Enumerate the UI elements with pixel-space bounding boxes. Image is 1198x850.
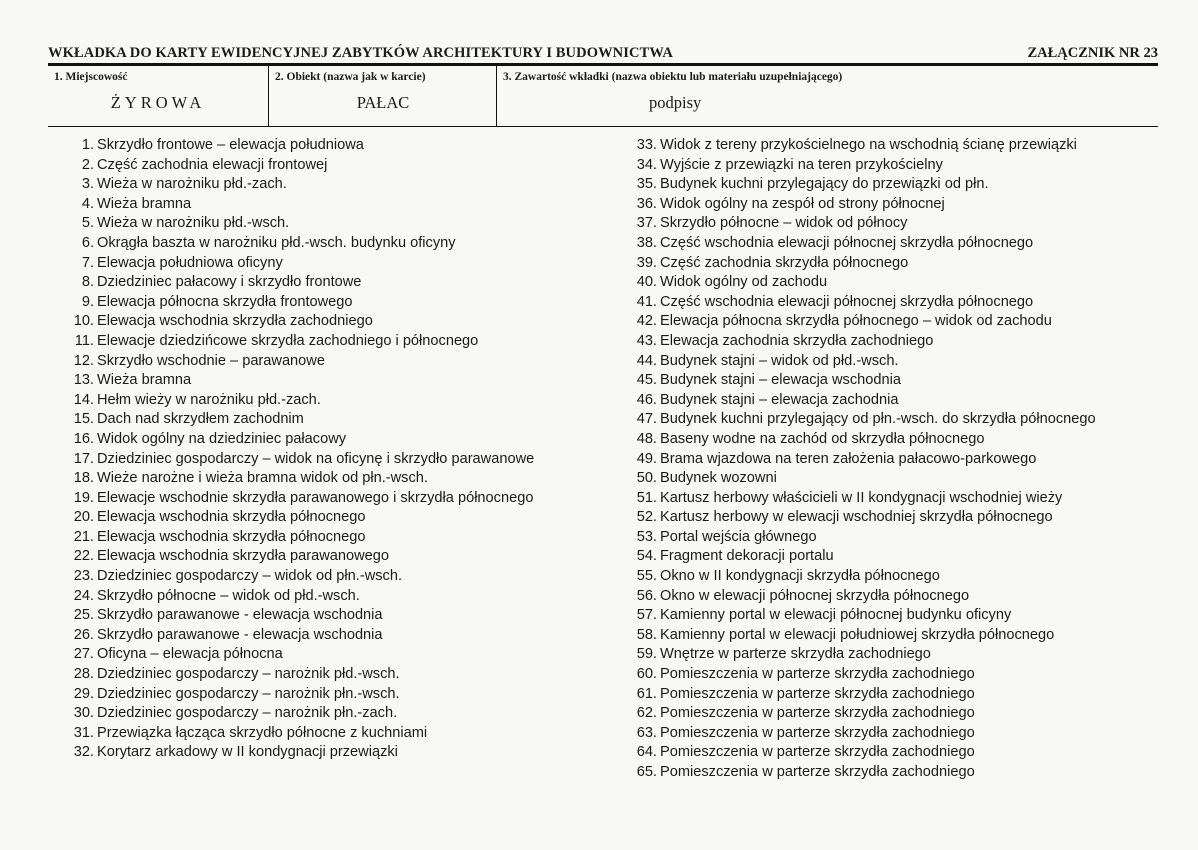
caption-number: 28.	[73, 666, 94, 683]
caption-number: 45.	[636, 372, 657, 389]
caption-text: Skrzydło parawanowe - elewacja wschodnia	[97, 626, 383, 643]
caption-number: 18.	[73, 470, 94, 487]
caption-text: Elewacja zachodnia skrzydła zachodniego	[660, 332, 934, 349]
annex-number: ZAŁĄCZNIK NR 23	[1027, 45, 1158, 61]
caption-text: Skrzydło wschodnie – parawanowe	[97, 352, 325, 369]
caption-number: 35.	[636, 176, 657, 193]
caption-number: 33.	[636, 137, 657, 153]
caption-text: Elewacja wschodnia skrzydła parawanowego	[97, 548, 390, 565]
caption-item	[631, 508, 1149, 528]
caption-text: Widok ogólny na zespół od strony północnej	[660, 195, 945, 212]
caption-number: 1.	[81, 137, 94, 153]
caption-item	[631, 743, 1149, 763]
caption-number: 37.	[636, 215, 657, 232]
caption-text: Wieże narożne i wieża bramna widok od płn.-wsch.	[97, 470, 428, 487]
caption-number: 44.	[636, 352, 657, 369]
caption-item	[68, 175, 590, 195]
caption-text: Dziedziniec gospodarczy – narożnik płn.-wsch.	[97, 685, 400, 702]
caption-text: Budynek kuchni przylegający do przewiązki od płn.	[660, 176, 989, 193]
caption-number: 64.	[636, 744, 657, 761]
caption-text: Elewacja południowa oficyny	[97, 254, 283, 271]
caption-text: Część wschodnia elewacji północnej skrzydła północnego	[660, 234, 1034, 251]
caption-text: Część zachodnia skrzydła północnego	[660, 254, 909, 271]
caption-text: Budynek stajni – elewacja zachodnia	[660, 391, 899, 408]
caption-number: 5.	[81, 215, 94, 232]
caption-text: Pomieszczenia w parterze skrzydła zachodniego	[660, 764, 975, 780]
caption-item	[68, 156, 590, 176]
caption-number: 8.	[81, 274, 94, 291]
locality-value: ŻYROWA	[110, 93, 206, 112]
caption-text: Kamienny portal w elewacji południowej skrzydła północnego	[660, 626, 1055, 643]
caption-number: 15.	[73, 411, 94, 428]
caption-item	[68, 645, 590, 665]
caption-number: 63.	[636, 724, 657, 741]
caption-item	[631, 234, 1149, 254]
caption-text: Elewacja północna skrzydła północnego – widok od zachodu	[660, 313, 1052, 330]
caption-number: 3.	[81, 176, 94, 193]
caption-item	[631, 293, 1149, 313]
caption-item	[631, 312, 1149, 332]
caption-number: 46.	[636, 391, 657, 408]
caption-text: Wieża w narożniku płd.-wsch.	[97, 215, 290, 232]
insert-content-label: 3. Zawartość wkładki (nazwa obiektu lub materiału uzupełniającego)	[503, 71, 843, 83]
document-title: WKŁADKA DO KARTY EWIDENCYJNEJ ZABYTKÓW ARCHITEKTURY I BUDOWNICTWA	[48, 45, 673, 61]
caption-number: 10.	[73, 313, 94, 330]
caption-item	[631, 195, 1149, 215]
caption-item	[631, 528, 1149, 548]
caption-text: Kartusz herbowy w elewacji wschodniej skrzydła północnego	[660, 509, 1053, 526]
caption-text: Okno w II kondygnacji skrzydła północnego	[660, 568, 940, 585]
caption-item	[68, 626, 590, 646]
caption-number: 48.	[636, 430, 657, 447]
caption-text: Dziedziniec gospodarczy – narożnik płn.-zach.	[97, 705, 398, 722]
caption-item	[68, 469, 590, 489]
caption-number: 22.	[73, 548, 94, 565]
caption-text: Korytarz arkadowy w II kondygnacji przewiązki	[97, 744, 398, 761]
caption-number: 12.	[73, 352, 94, 369]
caption-number: 60.	[636, 666, 657, 683]
caption-text: Pomieszczenia w parterze skrzydła zachodniego	[660, 724, 975, 741]
caption-item	[68, 410, 590, 430]
caption-item	[68, 587, 590, 607]
caption-item	[68, 352, 590, 372]
caption-number: 61.	[636, 685, 657, 702]
caption-number: 16.	[73, 430, 94, 447]
record-header-table	[48, 66, 1158, 127]
caption-item	[68, 371, 590, 391]
caption-number: 53.	[636, 528, 657, 545]
caption-number: 34.	[636, 156, 657, 173]
caption-text: Elewacja wschodnia skrzydła zachodniego	[97, 313, 373, 330]
caption-text: Elewacja północna skrzydła frontowego	[97, 293, 353, 310]
caption-item	[631, 410, 1149, 430]
caption-list-left	[68, 136, 590, 763]
caption-item	[631, 606, 1149, 626]
caption-item	[631, 214, 1149, 234]
caption-item	[68, 606, 590, 626]
caption-text: Skrzydło frontowe – elewacja południowa	[97, 137, 364, 153]
caption-number: 7.	[81, 254, 94, 271]
caption-number: 26.	[73, 626, 94, 643]
caption-list-right	[631, 136, 1149, 783]
caption-text: Skrzydło północne – widok od północy	[660, 215, 908, 232]
caption-number: 21.	[73, 528, 94, 545]
insert-content-value: podpisy	[649, 93, 702, 112]
caption-number: 27.	[73, 646, 94, 663]
caption-text: Dziedziniec gospodarczy – widok od płn.-wsch.	[97, 568, 402, 585]
caption-number: 39.	[636, 254, 657, 271]
caption-item	[68, 724, 590, 744]
caption-item	[68, 195, 590, 215]
caption-number: 6.	[81, 234, 94, 251]
caption-text: Widok z tereny przykościelnego na wschodnią ścianę przewiązki	[660, 137, 1077, 153]
caption-text: Wnętrze w parterze skrzydła zachodniego	[660, 646, 931, 663]
caption-text: Baseny wodne na zachód od skrzydła północnego	[660, 430, 985, 447]
caption-number: 62.	[636, 705, 657, 722]
caption-item	[631, 469, 1149, 489]
caption-item	[68, 743, 590, 763]
caption-number: 51.	[636, 489, 657, 506]
caption-number: 42.	[636, 313, 657, 330]
caption-text: Kartusz herbowy właścicieli w II kondygnacji wschodniej wieży	[660, 489, 1063, 506]
caption-item	[631, 547, 1149, 567]
caption-text: Pomieszczenia w parterze skrzydła zachodniego	[660, 705, 975, 722]
caption-text: Okno w elewacji północnej skrzydła północnego	[660, 587, 970, 604]
caption-item	[68, 665, 590, 685]
caption-number: 36.	[636, 195, 657, 212]
caption-number: 25.	[73, 607, 94, 624]
caption-item	[68, 273, 590, 293]
caption-text: Dziedziniec gospodarczy – widok na oficynę i skrzydło parawanowe	[97, 450, 535, 467]
caption-item	[631, 254, 1149, 274]
caption-item	[68, 332, 590, 352]
caption-item	[631, 391, 1149, 411]
caption-text: Budynek stajni – widok od płd.-wsch.	[660, 352, 899, 369]
caption-item	[68, 293, 590, 313]
caption-item	[631, 430, 1149, 450]
caption-number: 40.	[636, 274, 657, 291]
caption-number: 2.	[81, 156, 94, 173]
caption-item	[68, 528, 590, 548]
caption-text: Budynek wozowni	[660, 470, 777, 487]
caption-item	[631, 665, 1149, 685]
caption-text: Budynek stajni – elewacja wschodnia	[660, 372, 901, 389]
caption-item	[631, 724, 1149, 744]
caption-item	[68, 685, 590, 705]
caption-number: 19.	[73, 489, 94, 506]
caption-item	[68, 234, 590, 254]
caption-text: Elewacje wschodnie skrzydła parawanowego i skrzydła północnego	[97, 489, 534, 506]
caption-number: 14.	[73, 391, 94, 408]
caption-item	[68, 567, 590, 587]
insert-content-field	[496, 66, 1159, 126]
caption-text: Fragment dekoracji portalu	[660, 548, 834, 565]
caption-item	[631, 567, 1149, 587]
caption-number: 31.	[73, 724, 94, 741]
caption-item	[68, 489, 590, 509]
caption-text: Wieża w narożniku płd.-zach.	[97, 176, 287, 193]
object-value: PAŁAC	[356, 93, 410, 112]
caption-item	[631, 704, 1149, 724]
caption-text: Dziedziniec gospodarczy – narożnik płd.-wsch.	[97, 666, 400, 683]
caption-item	[631, 489, 1149, 509]
caption-item	[68, 254, 590, 274]
caption-text: Skrzydło północne – widok od płd.-wsch.	[97, 587, 360, 604]
caption-number: 56.	[636, 587, 657, 604]
caption-number: 23.	[73, 568, 94, 585]
locality-label: 1. Miejscowość	[54, 71, 128, 83]
caption-text: Kamienny portal w elewacji północnej budynku oficyny	[660, 607, 1012, 624]
caption-item	[68, 508, 590, 528]
caption-text: Brama wjazdowa na teren założenia pałacowo-parkowego	[660, 450, 1037, 467]
caption-text: Pomieszczenia w parterze skrzydła zachodniego	[660, 666, 975, 683]
caption-item	[631, 175, 1149, 195]
caption-number: 55.	[636, 568, 657, 585]
caption-text: Pomieszczenia w parterze skrzydła zachodniego	[660, 685, 975, 702]
caption-number: 24.	[73, 587, 94, 604]
caption-text: Dach nad skrzydłem zachodnim	[97, 411, 304, 428]
caption-item	[631, 626, 1149, 646]
caption-number: 47.	[636, 411, 657, 428]
caption-number: 65.	[636, 764, 657, 780]
caption-text: Elewacja wschodnia skrzydła północnego	[97, 528, 366, 545]
caption-item	[68, 704, 590, 724]
caption-text: Wieża bramna	[97, 372, 192, 389]
caption-item	[631, 587, 1149, 607]
caption-number: 13.	[73, 372, 94, 389]
caption-number: 17.	[73, 450, 94, 467]
caption-item	[68, 214, 590, 234]
caption-text: Pomieszczenia w parterze skrzydła zachodniego	[660, 744, 975, 761]
caption-text: Dziedziniec pałacowy i skrzydło frontowe	[97, 274, 362, 291]
caption-item	[631, 763, 1149, 783]
locality-field	[48, 66, 268, 126]
caption-number: 54.	[636, 548, 657, 565]
caption-number: 52.	[636, 509, 657, 526]
caption-number: 41.	[636, 293, 657, 310]
caption-number: 38.	[636, 234, 657, 251]
caption-text: Portal wejścia głównego	[660, 528, 817, 545]
caption-number: 59.	[636, 646, 657, 663]
object-field	[268, 66, 497, 126]
caption-item	[68, 312, 590, 332]
caption-text: Okrągła baszta w narożniku płd.-wsch. budynku oficyny	[97, 234, 456, 251]
caption-number: 4.	[81, 195, 94, 212]
caption-text: Część zachodnia elewacji frontowej	[97, 156, 328, 173]
caption-item	[631, 332, 1149, 352]
caption-number: 32.	[73, 744, 94, 761]
caption-text: Wyjście z przewiązki na teren przykościelny	[660, 156, 943, 173]
caption-text: Skrzydło parawanowe - elewacja wschodnia	[97, 607, 383, 624]
caption-number: 9.	[81, 293, 94, 310]
caption-text: Widok ogólny na dziedziniec pałacowy	[97, 430, 347, 447]
caption-item	[631, 450, 1149, 470]
caption-item	[631, 685, 1149, 705]
caption-text: Budynek kuchni przylegający od płn.-wsch. do skrzydła północnego	[660, 411, 1096, 428]
caption-text: Oficyna – elewacja północna	[97, 646, 283, 663]
caption-number: 20.	[73, 509, 94, 526]
caption-text: Elewacje dziedzińcowe skrzydła zachodniego i północnego	[97, 332, 479, 349]
caption-number: 29.	[73, 685, 94, 702]
caption-item	[631, 371, 1149, 391]
object-label: 2. Obiekt (nazwa jak w karcie)	[275, 71, 426, 83]
caption-text: Część wschodnia elewacji północnej skrzydła północnego	[660, 293, 1034, 310]
caption-item	[631, 645, 1149, 665]
caption-number: 43.	[636, 332, 657, 349]
caption-item	[631, 136, 1149, 156]
caption-text: Widok ogólny od zachodu	[660, 274, 828, 291]
caption-number: 58.	[636, 626, 657, 643]
caption-item	[631, 352, 1149, 372]
caption-number: 57.	[636, 607, 657, 624]
caption-text: Elewacja wschodnia skrzydła północnego	[97, 509, 366, 526]
caption-number: 50.	[636, 470, 657, 487]
caption-item	[68, 430, 590, 450]
caption-item	[631, 156, 1149, 176]
caption-number: 30.	[73, 705, 94, 722]
caption-number: 11.	[74, 332, 94, 349]
caption-text: Przewiązka łącząca skrzydło północne z kuchniami	[97, 724, 428, 741]
caption-item	[68, 450, 590, 470]
caption-item	[68, 391, 590, 411]
caption-text: Hełm wieży w narożniku płd.-zach.	[97, 391, 321, 408]
caption-number: 49.	[636, 450, 657, 467]
caption-item	[68, 136, 590, 156]
caption-text: Wieża bramna	[97, 195, 192, 212]
caption-item	[68, 547, 590, 567]
caption-item	[631, 273, 1149, 293]
